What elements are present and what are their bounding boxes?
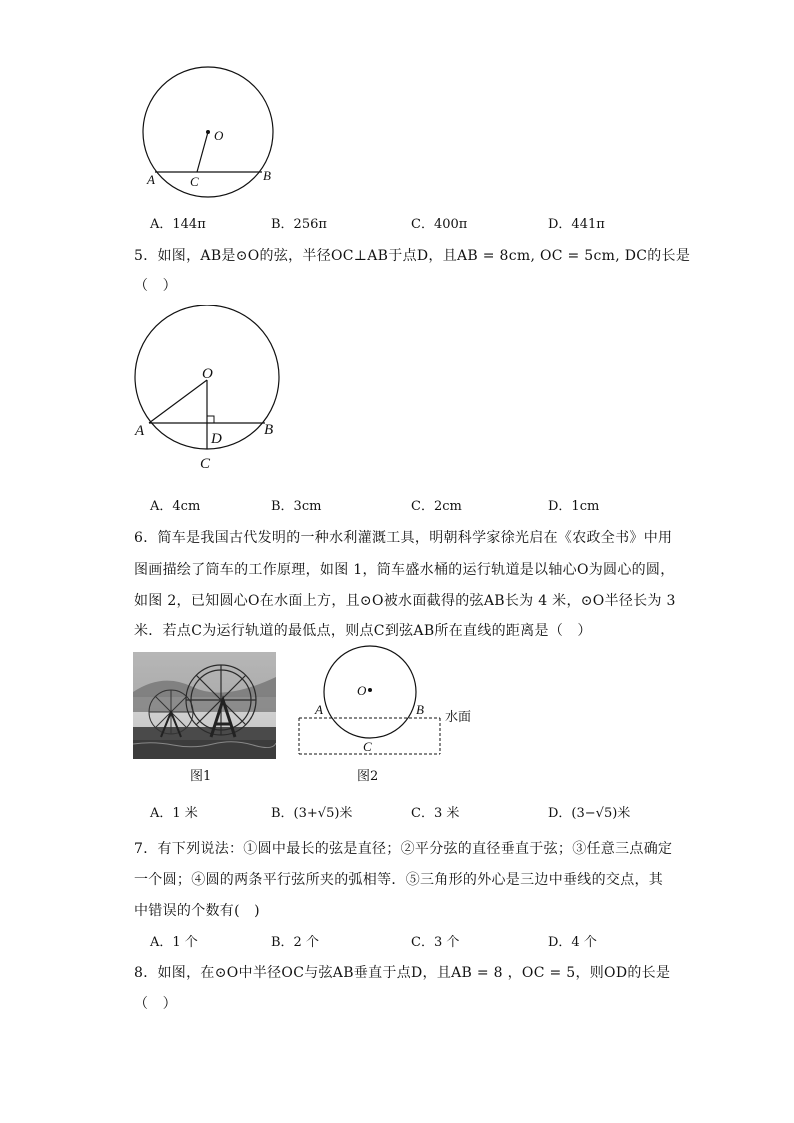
- q5-figure: [130, 305, 290, 475]
- q4-figure: [135, 62, 295, 198]
- q8-stem-line2: （ ）: [134, 996, 177, 1012]
- q6-fig2-label-o: O: [357, 683, 367, 698]
- q4-segment-oc: [197, 132, 208, 172]
- q6-option-d: D．(3−√5)米: [548, 806, 631, 821]
- q6-option-a: A．1 米: [150, 806, 198, 821]
- q6-option-b: B．(3+√5)米: [271, 806, 353, 821]
- q7-option-a: A．1 个: [150, 935, 198, 950]
- q5-label-a: A: [135, 423, 145, 439]
- q6-fig2-label-a: A: [315, 702, 323, 717]
- q6-fig1-caption: 图1: [190, 769, 212, 784]
- q4-option-a: A．144π: [150, 217, 206, 232]
- q5-stem-line2: （ ）: [134, 278, 177, 294]
- q6-fig2-center-dot: [368, 688, 372, 692]
- q5-option-a: A．4cm: [150, 499, 201, 514]
- q6-fig2-water-label: 水面: [445, 710, 472, 725]
- q5-label-c: C: [200, 456, 211, 472]
- q5-stem-line1: 5．如图，AB是⊙O的弦，半径OC⊥AB于点D，且AB = 8cm, OC = 5cm, DC的长是: [134, 248, 691, 264]
- q6-fig2-label-c: C: [363, 739, 372, 754]
- q5-label-d: D: [211, 431, 222, 447]
- q4-option-d: D．441π: [548, 217, 605, 232]
- q7-stem-line3: 中错误的个数有( ): [134, 903, 260, 919]
- q6-fig1-photo: [133, 652, 276, 759]
- q5-label-b: B: [264, 422, 274, 438]
- q8-stem-line1: 8．如图，在⊙O中半径OC与弦AB垂直于点D，且AB = 8 ，OC = 5，则OD的长是: [134, 965, 671, 981]
- q7-option-b: B．2 个: [271, 935, 319, 950]
- q6-stem-line3: 如图 2，已知圆心O在水面上方，且⊙O被水面截得的弦AB长为 4 米，⊙O半径长为 3: [134, 593, 676, 609]
- q4-label-a: A: [147, 172, 155, 187]
- q6-option-c: C．3 米: [411, 806, 460, 821]
- q4-option-b: B．256π: [271, 217, 327, 232]
- q4-center-dot: [206, 130, 210, 134]
- q4-label-o: O: [214, 128, 224, 143]
- q6-stem-line1: 6．简车是我国古代发明的一种水利灌溉工具，明朝科学家徐光启在《农政全书》中用: [134, 530, 673, 546]
- q7-stem-line1: 7．有下列说法：①圆中最长的弦是直径；②平分弦的直径垂直于弦；③任意三点确定: [134, 841, 673, 857]
- q6-fig2-label-b: B: [416, 702, 424, 717]
- q7-option-c: C．3 个: [411, 935, 460, 950]
- q6-fig2-caption: 图2: [357, 769, 379, 784]
- q5-right-angle-mark: [207, 416, 214, 423]
- q7-option-d: D．4 个: [548, 935, 597, 950]
- q7-stem-line2: 一个圆；④圆的两条平行弦所夹的弧相等．⑤三角形的外心是三边中垂线的交点，其: [134, 872, 664, 888]
- q6-fig2: [295, 645, 480, 757]
- q5-option-b: B．3cm: [271, 499, 322, 514]
- q6-stem-line4: 米．若点C为运行轨道的最低点，则点C到弦AB所在直线的距离是（ ）: [134, 623, 592, 639]
- q4-label-c: C: [190, 174, 199, 189]
- q4-label-b: B: [263, 168, 271, 183]
- q4-option-c: C．400π: [411, 217, 468, 232]
- q6-stem-line2: 图画描绘了筒车的工作原理，如图 1，筒车盛水桶的运行轨道是以轴心O为圆心的圆，: [134, 562, 675, 578]
- q5-option-d: D．1cm: [548, 499, 600, 514]
- q5-label-o: O: [202, 366, 213, 382]
- q5-option-c: C．2cm: [411, 499, 462, 514]
- q5-radius-oa: [149, 380, 207, 423]
